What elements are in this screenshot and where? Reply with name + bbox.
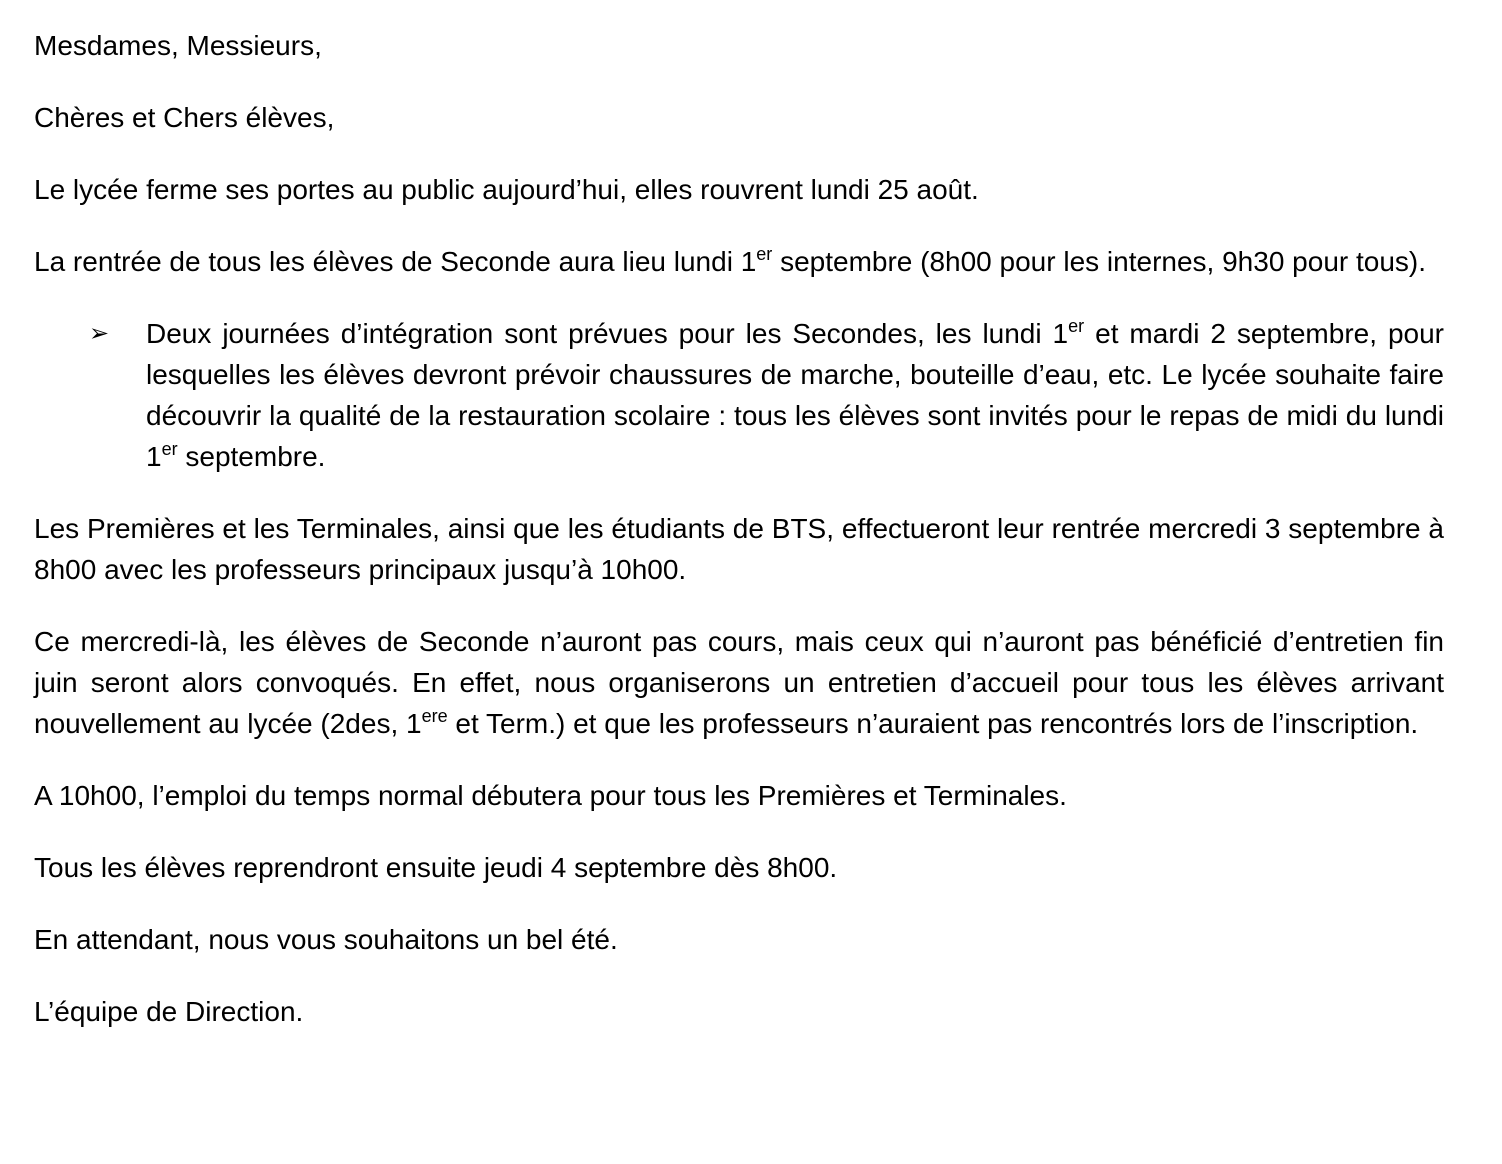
closing-notice-paragraph: Le lycée ferme ses portes au public aujourd’hui, elles rouvrent lundi 25 août. (34, 174, 979, 205)
letter-document (34, 25, 1444, 1032)
integration-superscript-2: er (161, 439, 178, 459)
integration-superscript-1: er (1068, 316, 1085, 336)
mercredi-superscript: ere (421, 706, 448, 726)
integration-text-part-2: et mardi 2 septembre, pour lesquelles les élèves devront prévoir chaussures de marche, bouteille d’eau, etc. Le lycée souhaite faire découvrir la qualité de la restauration scolaire : tous les élèves sont invités pour le repas de midi du lundi 1 (146, 318, 1445, 472)
integration-bullet-item (34, 313, 1444, 477)
mercredi-paragraph (34, 621, 1444, 744)
seconde-rentree-text-before: La rentrée de tous les élèves de Seconde aura lieu lundi 1 (34, 246, 757, 277)
seconde-rentree-paragraph (34, 241, 1444, 282)
seconde-rentree-superscript: er (756, 244, 773, 264)
salutation-1: Mesdames, Messieurs, (34, 30, 322, 61)
signature: L’équipe de Direction. (34, 996, 304, 1027)
emploi-du-temps-paragraph: A 10h00, l’emploi du temps normal débutera pour tous les Premières et Terminales. (34, 780, 1067, 811)
integration-text-part-1: Deux journées d’intégration sont prévues pour les Secondes, les lundi 1 (146, 318, 1069, 349)
salutation-2: Chères et Chers élèves, (34, 102, 335, 133)
integration-text-part-3: septembre. (177, 441, 326, 472)
jeudi-paragraph: Tous les élèves reprendront ensuite jeudi 4 septembre dès 8h00. (34, 852, 838, 883)
arrow-bullet-icon: ➢ (89, 319, 110, 347)
seconde-rentree-text-after: septembre (8h00 pour les internes, 9h30 pour tous). (772, 246, 1427, 277)
premieres-terminales-paragraph: Les Premières et les Terminales, ainsi que les étudiants de BTS, effectueront leur rentrée mercredi 3 septembre à 8h00 avec les professeurs principaux jusqu’à 10h00. (34, 513, 1444, 585)
mercredi-text-before: Ce mercredi-là, les élèves de Seconde n’auront pas cours, mais ceux qui n’auront pas bénéficié d’entretien fin juin seront alors convoqués. En effet, nous organiserons un entretien d’accueil pour tous les élèves arrivant nouvellement au lycée (2des, 1 (34, 626, 1444, 739)
souhaits-paragraph: En attendant, nous vous souhaitons un bel été. (34, 924, 618, 955)
mercredi-text-after: et Term.) et que les professeurs n’auraient pas rencontrés lors de l’inscription. (447, 708, 1419, 739)
